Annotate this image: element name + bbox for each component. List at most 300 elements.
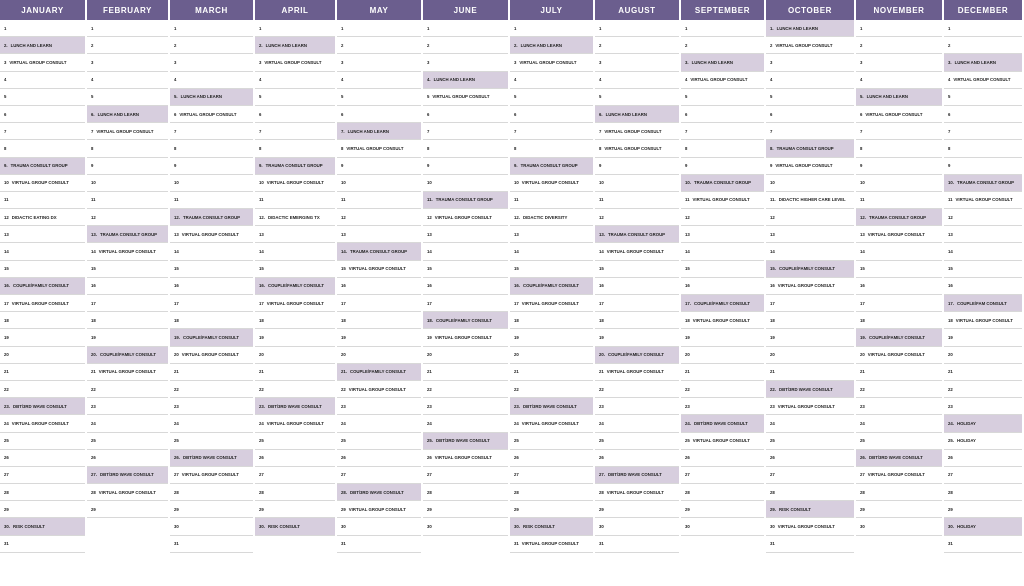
day-cell <box>0 329 85 346</box>
event-label: VIRTUAL GROUP CONSULT <box>346 145 404 151</box>
day-cell <box>856 450 942 467</box>
empty-cell <box>87 536 168 553</box>
day-number: 9 <box>174 163 177 169</box>
day-number: 10 <box>599 180 604 186</box>
day-cell <box>255 347 335 364</box>
day-number: 5. <box>860 94 864 100</box>
event-label: COUPLE/FAMILY CONSULT <box>868 334 926 340</box>
day-cell <box>766 415 854 432</box>
day-number: 1 <box>948 25 951 31</box>
day-cell <box>944 467 1022 484</box>
day-cell <box>681 295 764 312</box>
day-number: 1 <box>599 25 602 31</box>
day-number: 17. <box>948 300 954 306</box>
day-number: 4 <box>91 77 94 83</box>
day-number: 4 <box>341 77 344 83</box>
day-cell <box>337 140 421 157</box>
day-cell <box>766 226 854 243</box>
day-number: 16. <box>514 283 520 289</box>
day-number: 5 <box>770 94 773 100</box>
day-number: 8 <box>259 145 262 151</box>
day-number: 10 <box>259 180 264 186</box>
day-number: 7 <box>599 128 602 134</box>
day-number: 30 <box>341 524 346 530</box>
day-cell <box>0 37 85 54</box>
day-number: 25. <box>948 438 954 444</box>
day-number: 11 <box>514 197 519 203</box>
day-cell <box>337 89 421 106</box>
day-number: 24 <box>174 420 179 426</box>
day-number: 1 <box>91 25 94 31</box>
day-number: 11 <box>685 197 690 203</box>
event-label: DBT/3RD WAVE CONSULT <box>435 438 490 444</box>
day-number: 16 <box>427 283 432 289</box>
day-number: 3 <box>259 59 262 65</box>
day-number: 3 <box>514 59 517 65</box>
day-number: 12 <box>599 214 604 220</box>
day-number: 30. <box>4 524 10 530</box>
day-cell <box>681 347 764 364</box>
event-label: TRAUMA CONSULT GROUP <box>693 180 752 186</box>
day-cell <box>0 415 85 432</box>
day-cell <box>944 278 1022 295</box>
day-cell <box>681 226 764 243</box>
day-cell <box>595 226 679 243</box>
day-number: 3. <box>948 59 952 65</box>
day-cell <box>681 54 764 71</box>
day-number: 13 <box>427 231 432 237</box>
day-number: 31 <box>514 541 519 547</box>
day-cell <box>595 140 679 157</box>
day-cell <box>856 261 942 278</box>
event-label: HOLIDAY <box>956 438 976 444</box>
day-cell <box>681 278 764 295</box>
day-number: 24 <box>4 420 9 426</box>
day-cell <box>856 398 942 415</box>
day-number: 30 <box>427 524 432 530</box>
event-label: DBT/3RD WAVE CONSULT <box>522 403 577 409</box>
day-cell <box>170 158 253 175</box>
day-cell <box>87 364 168 381</box>
day-number: 22 <box>259 386 264 392</box>
day-cell <box>681 450 764 467</box>
event-label: VIRTUAL GROUP CONSULT <box>867 231 925 237</box>
day-cell <box>510 106 593 123</box>
day-number: 1. <box>770 25 774 31</box>
day-cell <box>856 278 942 295</box>
day-number: 2 <box>427 42 430 48</box>
day-cell <box>510 312 593 329</box>
month-column-october <box>766 0 854 586</box>
day-cell <box>595 312 679 329</box>
day-cell <box>255 158 335 175</box>
day-number: 19 <box>770 334 775 340</box>
event-label: VIRTUAL GROUP CONSULT <box>98 249 156 255</box>
event-label: TRAUMA CONSULT GROUP <box>182 214 241 220</box>
day-cell <box>856 192 942 209</box>
day-number: 8 <box>948 145 951 151</box>
day-cell <box>170 192 253 209</box>
day-number: 23. <box>259 403 265 409</box>
day-cell <box>944 261 1022 278</box>
day-number: 2 <box>599 42 602 48</box>
day-cell <box>595 467 679 484</box>
day-cell <box>856 89 942 106</box>
day-number: 20 <box>4 352 9 358</box>
day-number: 15 <box>91 266 96 272</box>
day-cell <box>766 398 854 415</box>
day-cell <box>944 536 1022 553</box>
empty-cell <box>255 536 335 553</box>
day-number: 29 <box>341 506 346 512</box>
event-label: COUPLE/FAMILY CONSULT <box>778 266 836 272</box>
day-number: 3 <box>427 59 430 65</box>
day-number: 7 <box>174 128 177 134</box>
day-cell <box>510 20 593 37</box>
day-cell <box>595 175 679 192</box>
day-cell <box>170 123 253 140</box>
day-cell <box>595 192 679 209</box>
day-cell <box>681 467 764 484</box>
day-number: 24 <box>341 420 346 426</box>
day-cell <box>510 209 593 226</box>
day-list <box>856 20 942 553</box>
day-number: 11 <box>948 197 953 203</box>
day-list <box>681 20 764 553</box>
event-label: VIRTUAL GROUP CONSULT <box>953 77 1011 83</box>
day-cell <box>681 329 764 346</box>
day-number: 25 <box>91 438 96 444</box>
day-cell <box>255 295 335 312</box>
event-label: VIRTUAL GROUP CONSULT <box>96 128 154 134</box>
day-cell <box>510 518 593 535</box>
event-label: VIRTUAL GROUP CONSULT <box>604 145 662 151</box>
event-label: DBT/3RD WAVE CONSULT <box>12 403 67 409</box>
day-cell <box>944 484 1022 501</box>
day-cell <box>87 381 168 398</box>
day-number: 18 <box>91 317 96 323</box>
day-cell <box>595 106 679 123</box>
day-number: 24. <box>685 420 691 426</box>
event-label: VIRTUAL GROUP CONSULT <box>11 420 69 426</box>
day-cell <box>766 518 854 535</box>
day-number: 25 <box>174 438 179 444</box>
day-cell <box>337 450 421 467</box>
day-number: 19 <box>599 334 604 340</box>
day-cell <box>0 89 85 106</box>
day-number: 14 <box>860 249 865 255</box>
day-cell <box>87 329 168 346</box>
day-cell <box>337 501 421 518</box>
day-number: 31 <box>948 541 953 547</box>
day-cell <box>944 364 1022 381</box>
day-cell <box>681 175 764 192</box>
month-header: FEBRUARY <box>87 0 168 20</box>
day-cell <box>944 140 1022 157</box>
day-cell <box>337 415 421 432</box>
day-cell <box>337 518 421 535</box>
day-number: 13 <box>514 231 519 237</box>
day-cell <box>255 484 335 501</box>
day-number: 2. <box>514 42 518 48</box>
day-number: 14 <box>91 249 96 255</box>
day-number: 17. <box>685 300 691 306</box>
day-number: 23 <box>860 403 865 409</box>
day-number: 19 <box>341 334 346 340</box>
day-cell <box>423 329 508 346</box>
day-cell <box>944 295 1022 312</box>
day-number: 21. <box>341 369 347 375</box>
day-number: 18 <box>860 317 865 323</box>
day-cell <box>944 501 1022 518</box>
event-label: LUNCH AND LEARN <box>180 94 222 100</box>
day-cell <box>856 433 942 450</box>
event-label: TRAUMA CONSULT GROUP <box>435 197 493 203</box>
day-cell <box>337 398 421 415</box>
day-cell <box>0 243 85 260</box>
day-cell <box>681 243 764 260</box>
day-cell <box>423 123 508 140</box>
day-cell <box>87 501 168 518</box>
day-cell <box>170 312 253 329</box>
event-label: LUNCH AND LEARN <box>954 59 996 65</box>
day-number: 1 <box>4 25 7 31</box>
day-cell <box>0 312 85 329</box>
day-number: 8. <box>770 145 774 151</box>
day-cell <box>681 123 764 140</box>
event-label: TRAUMA CONSULT GROUP <box>956 180 1015 186</box>
day-number: 15 <box>427 266 432 272</box>
day-number: 12. <box>860 214 866 220</box>
day-number: 22 <box>948 386 953 392</box>
day-number: 14 <box>427 249 432 255</box>
day-number: 2 <box>860 42 863 48</box>
day-cell <box>766 501 854 518</box>
day-list <box>944 20 1022 553</box>
day-cell <box>681 158 764 175</box>
day-number: 5 <box>4 94 7 100</box>
event-label: TRAUMA CONSULT GROUP <box>868 214 927 220</box>
day-cell <box>170 89 253 106</box>
day-cell <box>423 106 508 123</box>
day-cell <box>595 261 679 278</box>
day-cell <box>681 381 764 398</box>
day-number: 11 <box>174 197 179 203</box>
day-number: 24. <box>948 420 954 426</box>
day-number: 29 <box>514 506 519 512</box>
day-number: 29 <box>174 506 179 512</box>
day-cell <box>423 501 508 518</box>
day-number: 9 <box>860 163 863 169</box>
day-cell <box>595 37 679 54</box>
day-cell <box>766 312 854 329</box>
day-number: 30 <box>599 524 604 530</box>
day-cell <box>681 37 764 54</box>
day-number: 12 <box>770 214 775 220</box>
day-number: 25. <box>427 438 433 444</box>
day-cell <box>856 415 942 432</box>
day-cell <box>766 261 854 278</box>
day-cell <box>170 329 253 346</box>
event-label: DIDACTIC HIGHER CARE LEVEL <box>778 197 846 203</box>
day-number: 8 <box>427 145 430 151</box>
day-cell <box>87 261 168 278</box>
day-cell <box>0 54 85 71</box>
day-number: 7 <box>91 128 94 134</box>
day-number: 5 <box>599 94 602 100</box>
day-number: 20. <box>599 352 605 358</box>
month-column-july <box>510 0 593 586</box>
day-cell <box>510 89 593 106</box>
day-number: 25 <box>860 438 865 444</box>
day-cell <box>87 467 168 484</box>
day-cell <box>944 175 1022 192</box>
day-number: 19 <box>514 334 519 340</box>
day-cell <box>766 347 854 364</box>
day-number: 8 <box>341 145 344 151</box>
day-number: 31 <box>770 541 775 547</box>
day-number: 20 <box>259 352 264 358</box>
day-cell <box>423 20 508 37</box>
event-label: RISK CONSULT <box>267 524 300 530</box>
day-number: 9 <box>91 163 94 169</box>
event-label: DBT/3RD WAVE CONSULT <box>349 489 404 495</box>
day-cell <box>856 484 942 501</box>
day-number: 15 <box>174 266 179 272</box>
day-number: 30. <box>259 524 265 530</box>
day-cell <box>595 381 679 398</box>
day-cell <box>423 312 508 329</box>
day-number: 15 <box>259 266 264 272</box>
day-number: 2. <box>259 42 263 48</box>
day-cell <box>0 20 85 37</box>
day-number: 9. <box>259 163 263 169</box>
day-cell <box>766 536 854 553</box>
day-cell <box>944 329 1022 346</box>
day-number: 10 <box>770 180 775 186</box>
day-cell <box>423 72 508 89</box>
event-label: COUPLE/FAMILY CONSULT <box>349 369 407 375</box>
day-cell <box>255 54 335 71</box>
event-label: VIRTUAL GROUP CONSULT <box>955 317 1013 323</box>
day-cell <box>944 347 1022 364</box>
day-number: 16 <box>174 283 179 289</box>
day-number: 17 <box>4 300 9 306</box>
day-cell <box>0 381 85 398</box>
day-cell <box>856 518 942 535</box>
day-cell <box>423 381 508 398</box>
day-number: 7 <box>948 128 951 134</box>
day-cell <box>944 226 1022 243</box>
day-number: 28 <box>174 489 179 495</box>
day-number: 19. <box>174 334 180 340</box>
day-cell <box>944 312 1022 329</box>
day-number: 27 <box>341 472 346 478</box>
day-number: 10. <box>948 180 954 186</box>
month-column-december <box>944 0 1022 586</box>
day-cell <box>337 37 421 54</box>
day-cell <box>944 89 1022 106</box>
day-cell <box>510 364 593 381</box>
day-number: 16 <box>948 283 953 289</box>
event-label: VIRTUAL GROUP CONSULT <box>867 352 925 358</box>
day-cell <box>510 398 593 415</box>
day-number: 4 <box>948 77 951 83</box>
day-cell <box>170 501 253 518</box>
day-number: 23 <box>341 403 346 409</box>
day-cell <box>766 158 854 175</box>
day-number: 7 <box>259 128 262 134</box>
day-cell <box>944 450 1022 467</box>
day-number: 9 <box>341 163 344 169</box>
day-cell <box>510 37 593 54</box>
day-number: 12 <box>91 214 96 220</box>
day-list <box>87 20 168 553</box>
day-cell <box>87 72 168 89</box>
event-label: TRAUMA CONSULT GROUP <box>10 163 68 169</box>
event-label: LUNCH AND LEARN <box>776 25 818 31</box>
day-cell <box>856 54 942 71</box>
day-cell <box>170 398 253 415</box>
day-cell <box>681 20 764 37</box>
event-label: TRAUMA CONSULT GROUP <box>349 249 408 255</box>
month-header: JANUARY <box>0 0 85 20</box>
day-cell <box>944 209 1022 226</box>
day-cell <box>337 278 421 295</box>
day-number: 28 <box>259 489 264 495</box>
day-cell <box>337 484 421 501</box>
day-number: 9 <box>685 163 688 169</box>
day-cell <box>87 106 168 123</box>
day-cell <box>423 398 508 415</box>
day-cell <box>0 226 85 243</box>
day-number: 27. <box>91 472 97 478</box>
day-cell <box>944 20 1022 37</box>
day-number: 10 <box>514 180 519 186</box>
event-label: VIRTUAL GROUP CONSULT <box>179 111 237 117</box>
day-cell <box>423 243 508 260</box>
day-number: 24 <box>599 420 604 426</box>
day-cell <box>510 433 593 450</box>
event-label: VIRTUAL GROUP CONSULT <box>521 420 579 426</box>
day-number: 25 <box>770 438 775 444</box>
event-label: VIRTUAL GROUP CONSULT <box>606 249 664 255</box>
day-number: 7 <box>427 128 430 134</box>
month-header: AUGUST <box>595 0 679 20</box>
event-label: COUPLE/FAM CONSULT <box>956 300 1007 306</box>
day-cell <box>681 312 764 329</box>
day-cell <box>170 295 253 312</box>
day-number: 11 <box>4 197 9 203</box>
day-number: 1 <box>514 25 517 31</box>
day-number: 31 <box>341 541 346 547</box>
day-number: 6 <box>685 111 688 117</box>
day-cell <box>255 20 335 37</box>
day-number: 10 <box>427 180 432 186</box>
day-number: 16 <box>685 283 690 289</box>
day-cell <box>944 106 1022 123</box>
day-cell <box>423 158 508 175</box>
day-cell <box>255 123 335 140</box>
day-number: 18 <box>770 317 775 323</box>
day-number: 15 <box>948 266 953 272</box>
day-cell <box>0 484 85 501</box>
day-cell <box>337 536 421 553</box>
day-number: 22 <box>174 386 179 392</box>
day-number: 23. <box>514 403 520 409</box>
day-cell <box>87 433 168 450</box>
day-number: 5. <box>174 94 178 100</box>
